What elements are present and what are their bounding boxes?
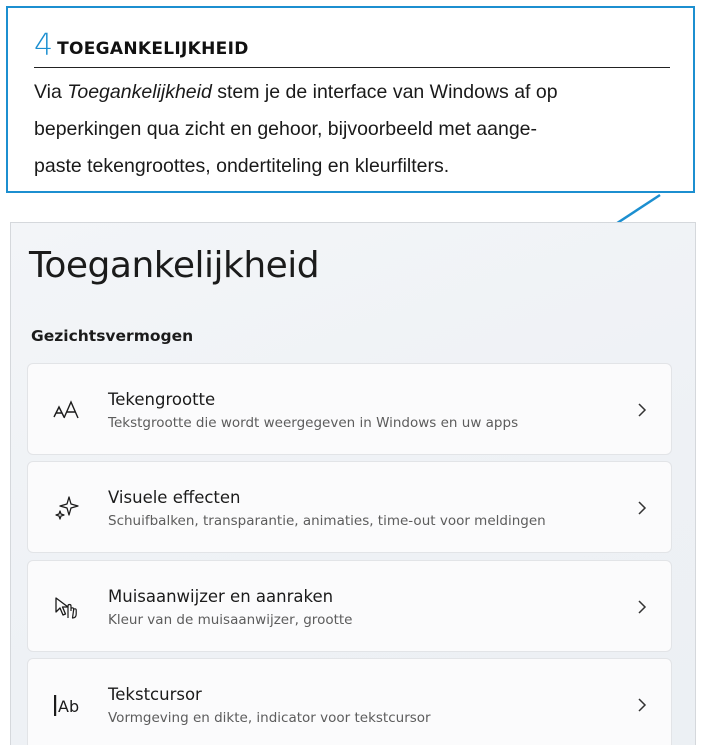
callout-number: 4 xyxy=(34,28,54,63)
callout-body-line1-rest: stem je de interface van Windows af op xyxy=(211,81,558,103)
callout-line-1 xyxy=(34,74,674,111)
chevron-right-icon xyxy=(635,597,649,617)
callout-body xyxy=(34,74,674,185)
callout-line-3: paste tekengroottes, ondertiteling en kleurfilters. xyxy=(34,155,450,177)
setting-subtitle: Kleur van de muisaanwijzer, grootte xyxy=(108,612,353,628)
pointer-hand-icon xyxy=(52,592,82,622)
setting-title: Tekengrootte xyxy=(108,390,216,409)
text-size-icon xyxy=(52,395,82,425)
chevron-right-icon xyxy=(635,400,649,420)
page-title: Toegankelijkheid xyxy=(29,245,320,286)
callout-heading: TOEGANKELIJKHEID xyxy=(57,39,249,59)
svg-text:Ab: Ab xyxy=(58,697,80,716)
callout-header xyxy=(34,28,670,68)
setting-title: Tekstcursor xyxy=(108,685,202,704)
text-cursor-icon xyxy=(52,690,82,720)
callout-line-2: beperkingen qua zicht en gehoor, bijvoorbeeld met aange- xyxy=(34,118,538,140)
settings-window xyxy=(10,222,696,745)
setting-subtitle: Tekstgrootte die wordt weergegeven in Windows en uw apps xyxy=(108,415,519,431)
setting-title: Visuele effecten xyxy=(108,488,241,507)
setting-card-visual-effects[interactable] xyxy=(27,461,672,553)
setting-card-text-size[interactable] xyxy=(27,363,672,455)
section-label: Gezichtsvermogen xyxy=(31,327,194,345)
callout-body-prefix: Via xyxy=(34,81,68,103)
sparkle-icon xyxy=(52,493,82,523)
setting-subtitle: Schuifbalken, transparantie, animaties, time-out voor meldingen xyxy=(108,513,546,529)
callout-box xyxy=(6,6,695,193)
setting-card-text-cursor[interactable] xyxy=(27,658,672,745)
setting-card-mouse-pointer[interactable] xyxy=(27,560,672,652)
setting-subtitle: Vormgeving en dikte, indicator voor tekstcursor xyxy=(108,710,431,726)
chevron-right-icon xyxy=(635,695,649,715)
callout-body-emphasis: Toegankelijkheid xyxy=(67,81,212,103)
chevron-right-icon xyxy=(635,498,649,518)
setting-title: Muisaanwijzer en aanraken xyxy=(108,587,334,606)
